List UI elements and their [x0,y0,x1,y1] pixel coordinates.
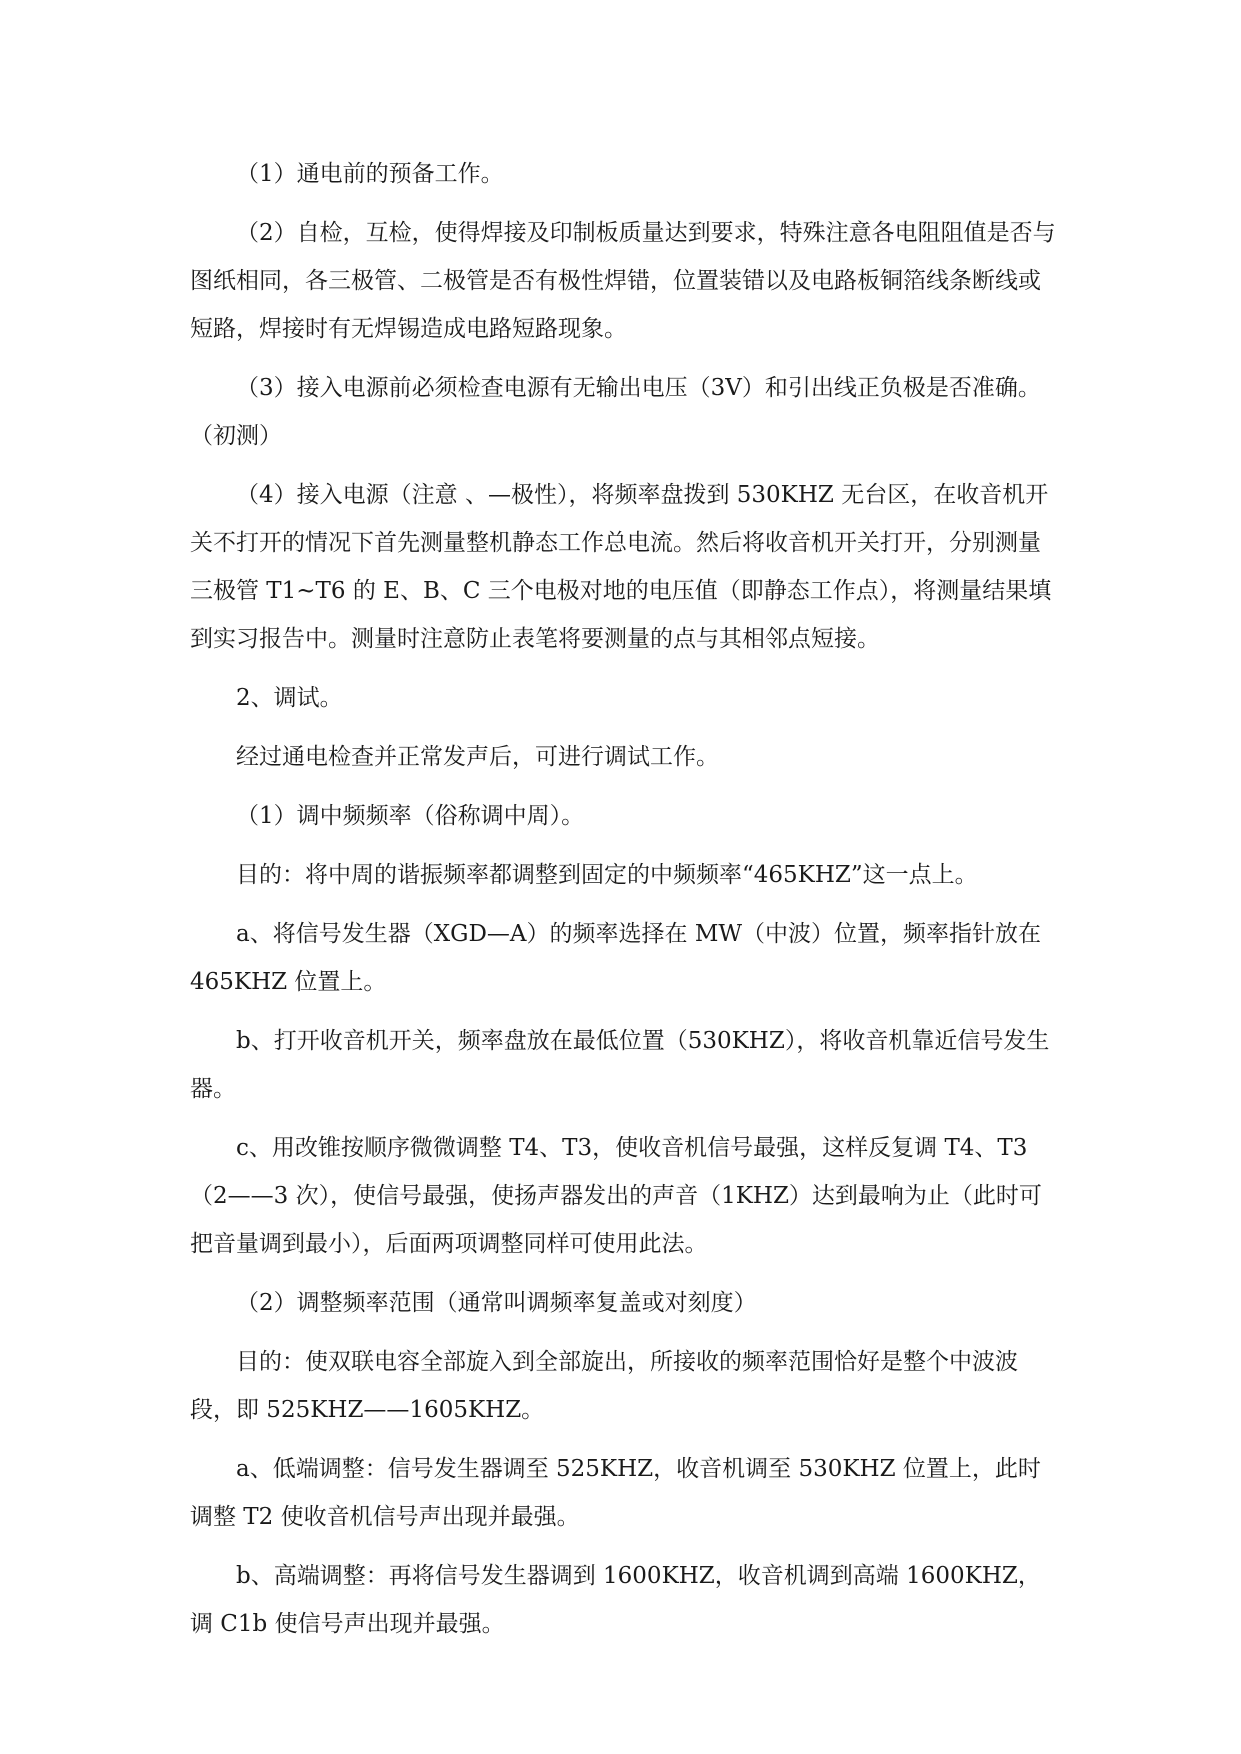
subheading-adjust-frequency-range: （2）调整频率范围（通常叫调频率复盖或对刻度） [236,1290,757,1316]
subheading-adjust-if-frequency: （1）调中频频率（俗称调中周）。 [236,803,585,829]
paragraph-connect-power: （4）接入电源（注意 、—极性），将频率盘拨到 530KHZ 无台区，在收音机开关不打开的情况下首先测量整机静态工作总电流。然后将收音机开关打开，分别测量三极管 T1~T6 的 E、B、C 三个电极对地的电压值（即静态工作点），将测量结果填到实习报告中。测量时注意防止表笔将要测量的点与其相邻点短接。 [190,482,1052,652]
paragraph-step-c-adjust-t4-t3: c、用改锥按顺序微微调整 T4、T3，使收音机信号最强，这样反复调 T4、T3（2——3 次），使信号最强，使扬声器发出的声音（1KHZ）达到最响为止（此时可把音量调到最小），后面两项调整同样可使用此法。 [190,1135,1042,1257]
paragraph-purpose-range: 目的：使双联电容全部旋入到全部旋出，所接收的频率范围恰好是整个中波波段，即 525KHZ——1605KHZ。 [190,1349,1018,1423]
paragraph-step-a-signal-generator: a、将信号发生器（XGD—A）的频率选择在 MW（中波）位置，频率指针放在 465KHZ 位置上。 [190,921,1042,995]
paragraph-low-end-adjust: a、低端调整：信号发生器调至 525KHZ，收音机调至 530KHZ 位置上，此时调整 T2 使收音机信号声出现并最强。 [190,1456,1041,1530]
paragraph-prep-before-power: （1）通电前的预备工作。 [236,161,504,187]
document-body [190,150,1060,1659]
paragraph-debugging-intro: 经过通电检查并正常发声后，可进行调试工作。 [236,744,719,770]
paragraph-high-end-adjust: b、高端调整：再将信号发生器调到 1600KHZ，收音机调到高端 1600KHZ，调 C1b 使信号声出现并最强。 [190,1563,1041,1637]
paragraph-check-power-supply: （3）接入电源前必须检查电源有无输出电压（3V）和引出线正负极是否准确。（初测） [190,375,1041,449]
section-heading-debugging: 2、调试。 [236,685,343,711]
paragraph-purpose-if: 目的：将中周的谐振频率都调整到固定的中频频率“465KHZ”这一点上。 [236,862,978,888]
paragraph-step-b-open-radio: b、打开收音机开关，频率盘放在最低位置（530KHZ），将收音机靠近信号发生器。 [190,1028,1050,1102]
paragraph-self-check: （2）自检，互检，使得焊接及印制板质量达到要求，特殊注意各电阻阻值是否与图纸相同，各三极管、二极管是否有极性焊错，位置装错以及电路板铜箔线条断线或短路，焊接时有无焊锡造成电路短路现象。 [190,220,1056,342]
